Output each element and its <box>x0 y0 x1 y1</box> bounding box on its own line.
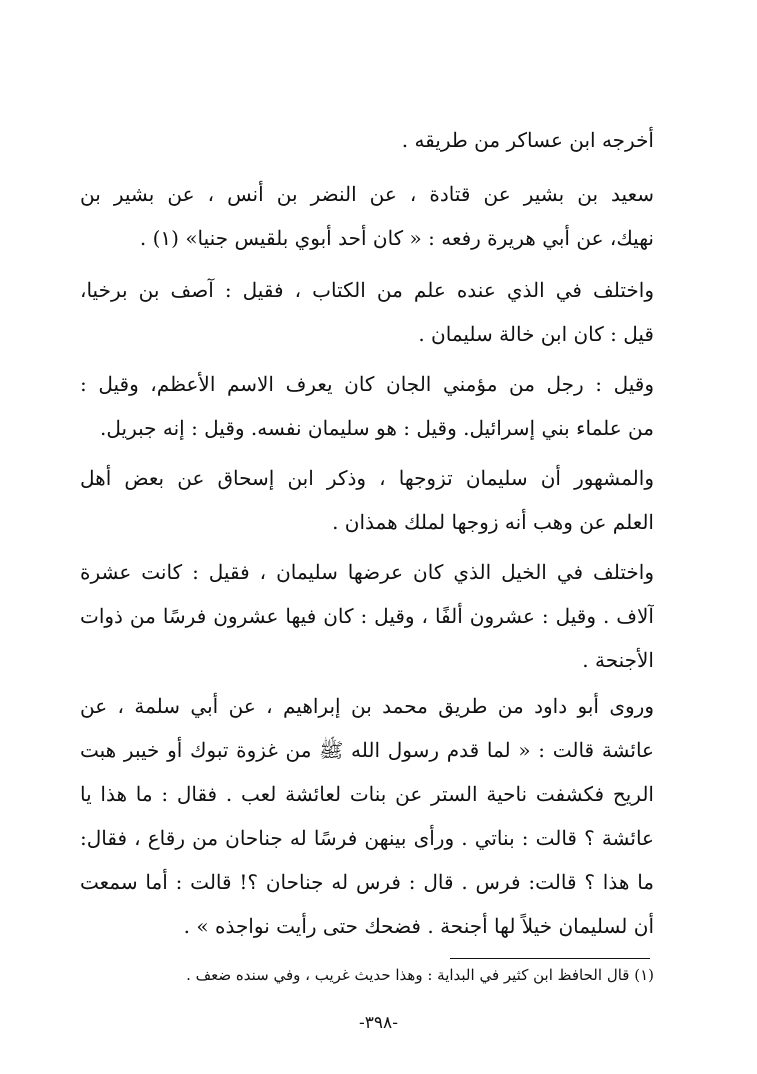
text-line: آلاف . وقيل : عشرون ألفًا ، وقيل : كان فيها عشرون فرسًا من ذوات <box>80 604 654 628</box>
footnote: (١) قال الحافظ ابن كثير في البداية : وهذا حديث غريب ، وفي سنده ضعف . <box>186 966 654 984</box>
text-line: أخرجه ابن عساكر من طريقه . <box>401 128 654 152</box>
footnote-separator <box>450 958 650 959</box>
text-line: الأجنحة . <box>582 648 654 672</box>
page-number: -٣٩٨- <box>359 1013 398 1033</box>
text-line: عائشة ؟ قالت : بناتي . ورأى بينهن فرسًا له جناحان من رقاع ، فقال: <box>80 826 654 850</box>
text-line: أن لسليمان خيلاً لها أجنحة . فضحك حتى رأيت نواجذه » . <box>183 914 654 938</box>
paragraph-4 <box>80 362 654 450</box>
paragraph-1 <box>80 118 654 162</box>
text-line: الريح فكشفت ناحية الستر عن بنات لعائشة لعب . فقال : ما هذا يا <box>80 782 654 806</box>
paragraph-7 <box>80 684 654 948</box>
text-line: قيل : كان ابن خالة سليمان . <box>418 322 654 346</box>
text-line: من علماء بني إسرائيل. وقيل : هو سليمان نفسه. وقيل : إنه جبريل. <box>100 416 654 440</box>
text-line: واختلف في الخيل الذي كان عرضها سليمان ، فقيل : كانت عشرة <box>80 560 654 584</box>
text-line: واختلف في الذي عنده علم من الكتاب ، فقيل : آصف بن برخيا، <box>80 278 654 302</box>
text-line: عائشة قالت : « لما قدم رسول الله ﷺ من غزوة تبوك أو خيبر هبت <box>80 738 654 762</box>
text-line: وقيل : رجل من مؤمني الجان كان يعرف الاسم الأعظم، وقيل : <box>80 372 654 396</box>
text-line: نهيك، عن أبي هريرة رفعه : « كان أحد أبوي بلقيس جنيا» (١) . <box>139 226 654 250</box>
paragraph-5 <box>80 456 654 544</box>
paragraph-6 <box>80 550 654 682</box>
text-line: والمشهور أن سليمان تزوجها ، وذكر ابن إسحاق عن بعض أهل <box>80 466 654 490</box>
paragraph-3 <box>80 268 654 356</box>
text-line: سعيد بن بشير عن قتادة ، عن النضر بن أنس ، عن بشير بن <box>80 182 654 206</box>
paragraph-2 <box>80 172 654 260</box>
text-line: العلم عن وهب أنه زوجها لملك همذان . <box>332 510 654 534</box>
text-line: ما هذا ؟ قالت: فرس . قال : فرس له جناحان ؟! قالت : أما سمعت <box>80 870 654 894</box>
text-line: وروى أبو داود من طريق محمد بن إبراهيم ، عن أبي سلمة ، عن <box>80 694 654 718</box>
